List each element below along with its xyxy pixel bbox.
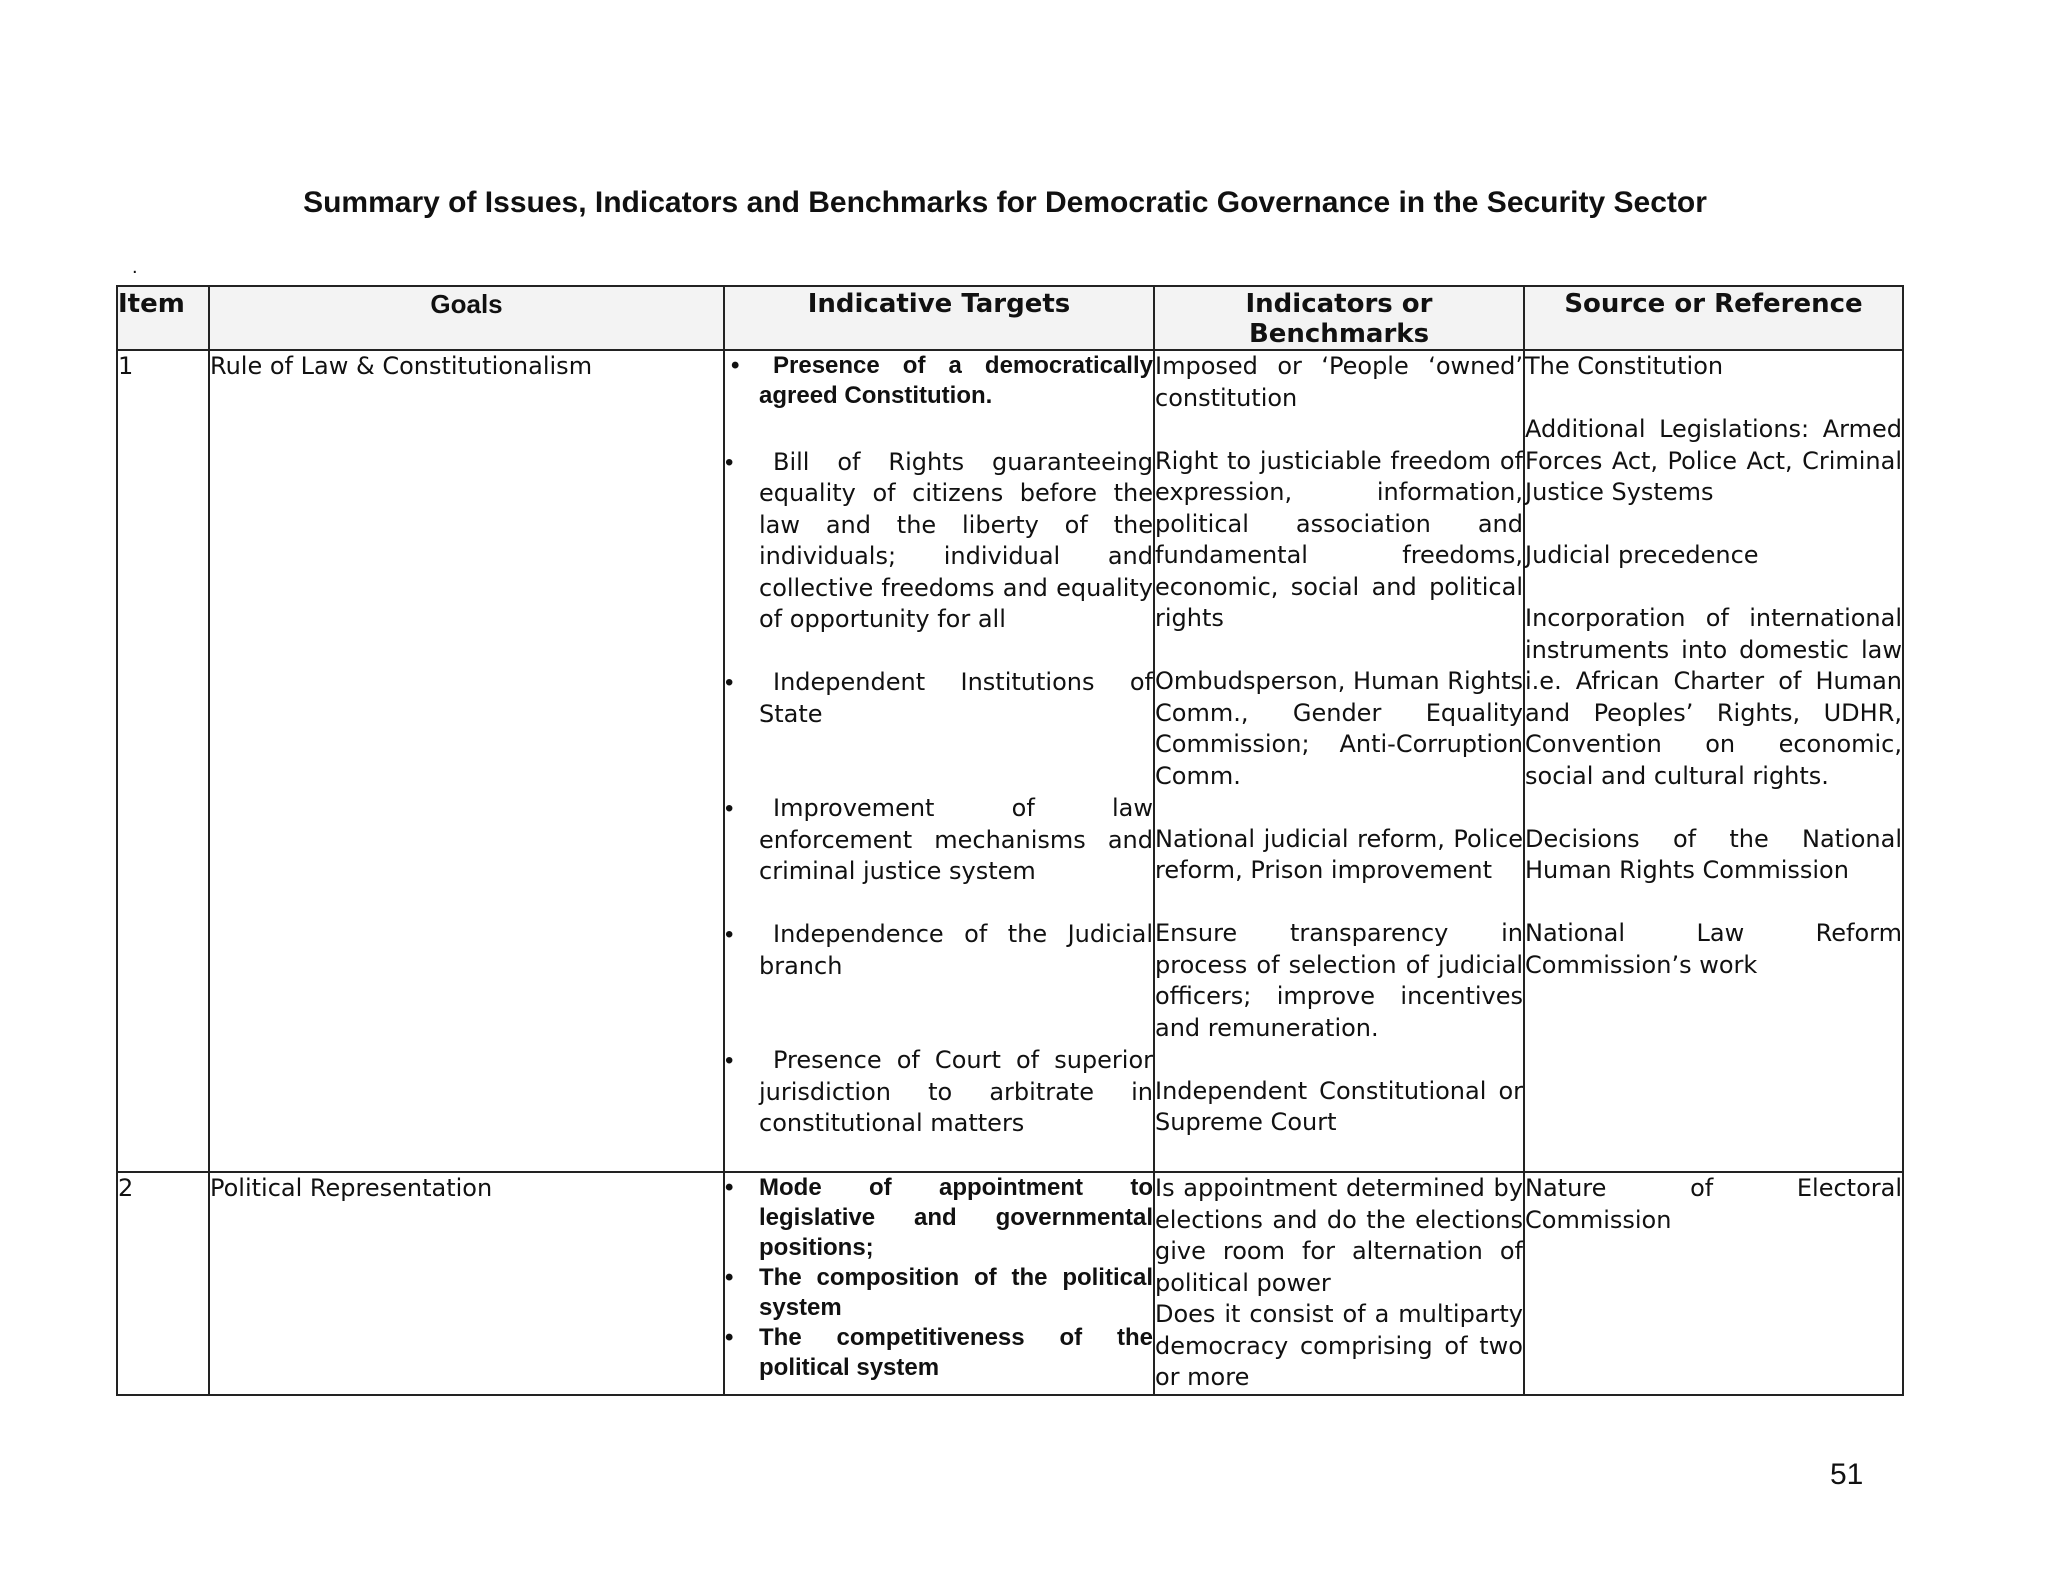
indicator-item: Imposed or ‘People ‘owned’ constitution: [1155, 352, 1523, 412]
row-goal: Political Representation: [209, 1172, 724, 1395]
document-title: Summary of Issues, Indicators and Benchmarks for Democratic Governance in the Security Sector: [303, 186, 1707, 219]
indicator-item: Ensure transparency in process of selection of judicial officers; improve incentives and remuneration.: [1155, 919, 1523, 1042]
target-item: • The competitiveness of the political system: [725, 1323, 1153, 1383]
source-item: The Constitution: [1525, 352, 1724, 380]
table-header-row: [117, 286, 1903, 350]
summary-table: [116, 285, 1904, 1396]
target-item: • Independent Institutions of State: [725, 667, 1153, 730]
target-item: • The composition of the political system: [725, 1263, 1153, 1323]
row-sources: [1524, 350, 1903, 1172]
row-item-number: 2: [117, 1172, 209, 1395]
header-source: Source or Reference: [1524, 286, 1903, 350]
stray-mark: .: [132, 256, 138, 278]
row-targets: [724, 350, 1154, 1172]
row-indicators: [1154, 1172, 1524, 1395]
indicator-item: Independent Constitutional or Supreme Court: [1155, 1076, 1523, 1136]
indicator-item: Is appointment determined by elections and do the elections give room for alternation of political power: [1155, 1174, 1523, 1297]
row-sources: [1524, 1172, 1903, 1395]
header-goals: Goals: [209, 286, 724, 350]
source-item: Decisions of the National Human Rights Commission: [1525, 824, 1902, 884]
target-item: • Mode of appointment to legislative and governmental positions;: [725, 1173, 1153, 1263]
source-item: Nature of Electoral Commission: [1525, 1174, 1902, 1234]
target-item: • Improvement of law enforcement mechanisms and criminal justice system: [725, 793, 1153, 888]
indicator-item: Ombudsperson, Human Rights Comm., Gender Equality Commission; Anti-Corruption Comm.: [1155, 667, 1523, 790]
row-indicators: [1154, 350, 1524, 1172]
row-item-number: 1: [117, 350, 209, 1172]
source-item: National Law Reform Commission’s work: [1525, 919, 1902, 979]
target-item: • Presence of a democratically agreed Constitution.: [725, 351, 1153, 411]
header-indicative-targets: Indicative Targets: [724, 286, 1154, 350]
source-item: Additional Legislations: Armed Forces Act, Police Act, Criminal Justice Systems: [1525, 415, 1902, 506]
source-item: Incorporation of international instruments into domestic law i.e. African Charter of Human and Peoples’ Rights, UDHR, Convention on economic, social and cultural rights.: [1525, 604, 1902, 790]
target-item: • Presence of Court of superior jurisdiction to arbitrate in constitutional matters: [725, 1045, 1153, 1140]
target-item: • Bill of Rights guaranteeing equality of citizens before the law and the liberty of the individuals; individual and collective freedoms and equality of opportunity for all: [725, 447, 1153, 636]
table-row: [117, 350, 1903, 1172]
indicator-item: Right to justiciable freedom of expression, information, political association and fundamental freedoms, economic, social and political rights: [1155, 446, 1523, 632]
source-item: Judicial precedence: [1525, 541, 1759, 569]
indicator-item: Does it consist of a multiparty democracy comprising of two or more: [1155, 1300, 1523, 1391]
header-indicators: Indicators or Benchmarks: [1154, 286, 1524, 350]
header-item: Item: [117, 286, 209, 350]
page-number: 51: [1830, 1458, 1864, 1491]
indicator-item: National judicial reform, Police reform, Prison improvement: [1155, 824, 1523, 884]
target-item: • Independence of the Judicial branch: [725, 919, 1153, 982]
row-goal: Rule of Law & Constitutionalism: [209, 350, 724, 1172]
row-targets: [724, 1172, 1154, 1395]
table-row: [117, 1172, 1903, 1395]
